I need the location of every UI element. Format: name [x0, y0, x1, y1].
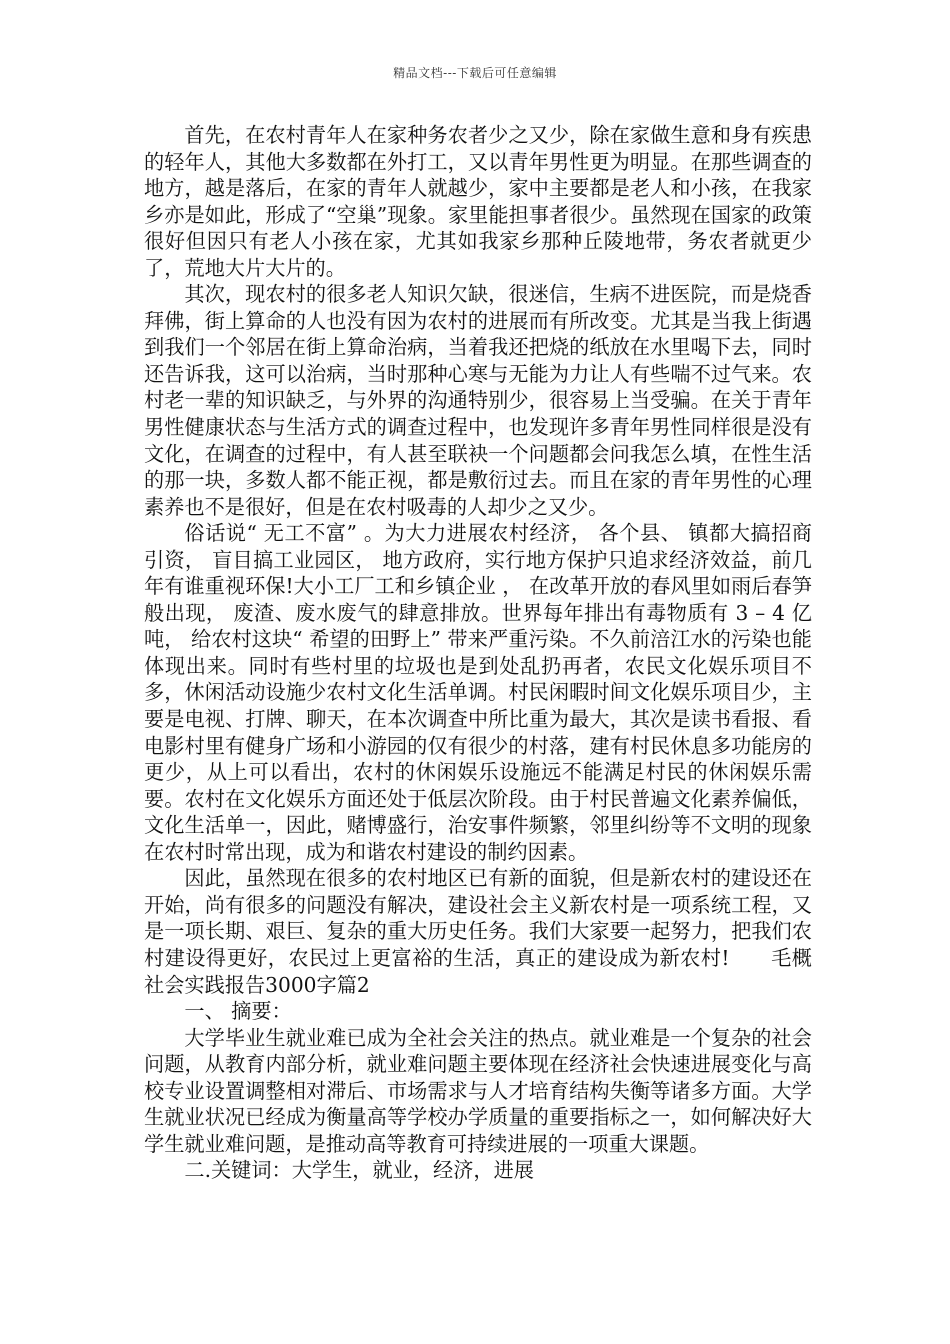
page-header: 精品文档---下载后可任意编辑: [393, 66, 557, 80]
paragraph-conclusion: 因此，虽然现在很多的农村地区已有新的面貌，但是新农村的建设还在开始，尚有很多的问题没有解决，建设社会主义新农村是一项系统工程，又是一项长期、艰巨、复杂的重大历史任务。我们大家要一起努力，把我们农村建设得更好，农民过上更富裕的生活，真正的建设成为新农村! 毛概社会实践报告3000字篇2: [144, 866, 812, 997]
section-heading-abstract: 一、 摘要：: [184, 999, 292, 1024]
section-heading-keywords: 二.关键词：大学生，就业，经济，进展: [184, 1158, 534, 1183]
paragraph-economy-environment: 俗话说“ 无工不富” 。为大力进展农村经济， 各个县、 镇都大搞招商引资， 盲目搞工业园区， 地方政府，实行地方保护只追求经济效益，前几年有谁重视环保!大小工厂工和乡镇企业 ， 在改革开放的春风里如雨后春笋般出现， 废渣、废水废气的肆意排放。世界每年排出有毒物质有 3 – 4 亿吨， 给农村这块“ 希望的田野上” 带来严重污染。不久前涪江水的污染也能体现出来。同时有些村里的垃圾也是到处乱扔再者，农民文化娱乐项目不多，休闲活动设施少农村文化生活单调。村民闲暇时间文化娱乐项目少，主要是电视、打牌、聊天，在本次调查中所比重为最大，其次是读书看报、看电影村里有健身广场和小游园的仅有很少的村落，建有村民休息多功能房的更少，从上可以看出，农村的休闲娱乐设施远不能满足村民的休闲娱乐需要。农村在文化娱乐方面还处于低层次阶段。由于村民普遍文化素养偏低，文化生活单一，因此，赌博盛行，治安事件频繁，邻里纠纷等不文明的现象在农村时常出现，成为和谐农村建设的制约因素。: [144, 521, 812, 864]
paragraph-abstract: 大学毕业生就业难已成为全社会关注的热点。就业难是一个复杂的社会问题，从教育内部分析，就业难问题主要体现在经济社会快速进展变化与高校专业设置调整相对滞后、市场需求与人才培育结构失衡等诸多方面。大学生就业状况已经成为衡量高等学校办学质量的重要指标之一，如何解决好大学生就业难问题，是推动高等教育可持续进展的一项重大课题。: [144, 1025, 812, 1156]
paragraph-elderly-knowledge: 其次，现农村的很多老人知识欠缺，很迷信，生病不进医院，而是烧香拜佛，街上算命的人也没有因为农村的进展而有所改变。尤其是当我上街遇到我们一个邻居在街上算命治病，当着我还把烧的纸放在水里喝下去，同时还告诉我，这可以治病，当时那种心寒与无能为力让人有些喘不过气来。农村老一辈的知识缺乏，与外界的沟通特别少，很容易上当受骗。在关于青年男性健康状态与生活方式的调查过程中，也发现许多青年男性同样很是没有文化，在调查的过程中，有人甚至联袂一个问题都会问我怎么填，在性生活的那一块，多数人都不能正视，都是敷衍过去。而且在家的青年男性的心理素养也不是很好，但是在农村吸毒的人却少之又少。: [144, 282, 812, 519]
document-body: [144, 122, 812, 1184]
paragraph-rural-youth: 首先，在农村青年人在家种务农者少之又少，除在家做生意和身有疾患的轻年人，其他大多数都在外打工，又以青年男性更为明显。在那些调查的地方，越是落后，在家的青年人就越少，家中主要都是老人和小孩，在我家乡亦是如此，形成了“空巢”现象。家里能担事者很少。虽然现在国家的政策很好但因只有老人小孩在家，尤其如我家乡那种丘陵地带，务农者就更少了，荒地大片大片的。: [144, 123, 812, 280]
